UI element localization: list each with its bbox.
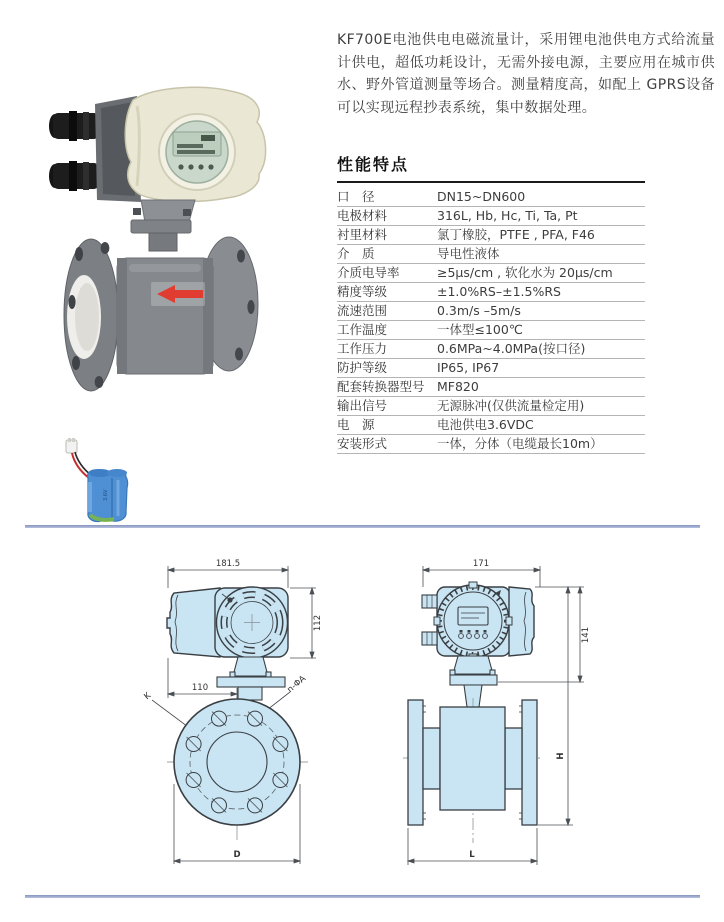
spec-row [337, 397, 645, 416]
spec-value: DN15~DN600 [437, 189, 526, 204]
features-section [337, 152, 645, 454]
cable-gland-icon [49, 111, 99, 191]
flow-arrow-icon [151, 282, 205, 306]
dim-label: 181.5 [215, 559, 241, 569]
dim-label: L [469, 850, 475, 860]
dim-label: 110 [191, 683, 209, 693]
drawing-head-side [167, 587, 288, 658]
spec-label: 介 质 [337, 246, 375, 261]
spec-row [337, 340, 645, 359]
section-divider [25, 525, 700, 528]
spec-label: 流速范围 [337, 303, 388, 318]
drawing-head-front [422, 582, 534, 660]
spec-label: 工作温度 [337, 322, 388, 337]
spec-row [337, 188, 645, 207]
battery-cells [88, 469, 128, 522]
footer-divider [25, 895, 700, 898]
spec-row [337, 283, 645, 302]
svg-text:3.6V: 3.6V [103, 489, 109, 501]
spec-label: 电极材料 [337, 208, 388, 223]
spec-value: 0.3m/s –5m/s [437, 303, 521, 318]
dim-label: 112 [313, 614, 323, 632]
drawing-bracket [450, 656, 497, 707]
product-photo [45, 82, 315, 412]
spec-row [337, 207, 645, 226]
sensor-body [117, 258, 213, 374]
dimension-drawing-left [140, 548, 345, 878]
left-flange [64, 239, 118, 391]
spec-label: 电 源 [337, 417, 375, 432]
spec-value: 一体，分体（电缆最长10m） [437, 436, 603, 451]
spec-row [337, 321, 645, 340]
spec-row [337, 264, 645, 283]
spec-label: 安装形式 [337, 436, 388, 451]
spec-row [337, 359, 645, 378]
spec-label: 衬里材料 [337, 227, 388, 242]
spec-row [337, 435, 645, 454]
spec-label: 口 径 [337, 189, 375, 204]
spec-value: 0.6MPa~4.0MPa(按口径) [437, 341, 586, 356]
dimension-drawing-right [395, 548, 600, 878]
spec-value: MF820 [437, 379, 479, 394]
drawing-bracket [217, 657, 285, 700]
spec-label: 精度等级 [337, 284, 388, 299]
dim-label: K [142, 690, 154, 703]
drawing-flange-face [167, 698, 308, 840]
spec-label: 配套转换器型号 [337, 379, 425, 394]
dim-label: 141 [581, 626, 591, 644]
dim-label: n-ΦA [285, 673, 308, 696]
spec-value: 电池供电3.6VDC [437, 417, 534, 432]
lcd-display [159, 114, 235, 190]
dim-label: D [233, 850, 241, 860]
dim-label: H [556, 752, 566, 760]
spec-value: 导电性液体 [437, 246, 500, 261]
spec-label: 防护等级 [337, 360, 388, 375]
spec-value: 氯丁橡胶，PTFE , PFA, F46 [437, 227, 595, 242]
drawing-pipe-body [403, 698, 543, 843]
spec-label: 介质电导率 [337, 265, 400, 280]
spec-value: 无源脉冲(仅供流量检定用) [437, 398, 585, 413]
spec-label: 输出信号 [337, 398, 388, 413]
spec-value: ≥5μs/cm , 软化水为 20μs/cm [437, 265, 613, 280]
intro-paragraph: KF700E电池供电电磁流量计，采用锂电池供电方式给流量计供电，超低功耗设计，无需外接电源，主要应用在城市供水、野外管道测量等场合。测量精度高，如配上 GPRS设备可以实现远程抄表系统，集中数据处理。 [337, 32, 715, 116]
section-title: 性能特点 [337, 152, 645, 183]
dim-label: 171 [472, 559, 490, 569]
spec-row [337, 416, 645, 435]
spec-label: 工作压力 [337, 341, 388, 356]
battery-photo [60, 438, 155, 530]
spec-value: IP65, IP67 [437, 360, 500, 375]
spec-value: 316L, Hb, Hc, Ti, Ta, Pt [437, 208, 578, 223]
spec-row [337, 245, 645, 264]
spec-value: ±1.0%RS–±1.5%RS [437, 284, 561, 299]
spec-value: 一体型≤100℃ [437, 322, 523, 337]
spec-row [337, 302, 645, 321]
spec-row [337, 226, 645, 245]
mounting-neck [131, 200, 195, 251]
spec-table [337, 188, 645, 454]
spec-row [337, 378, 645, 397]
